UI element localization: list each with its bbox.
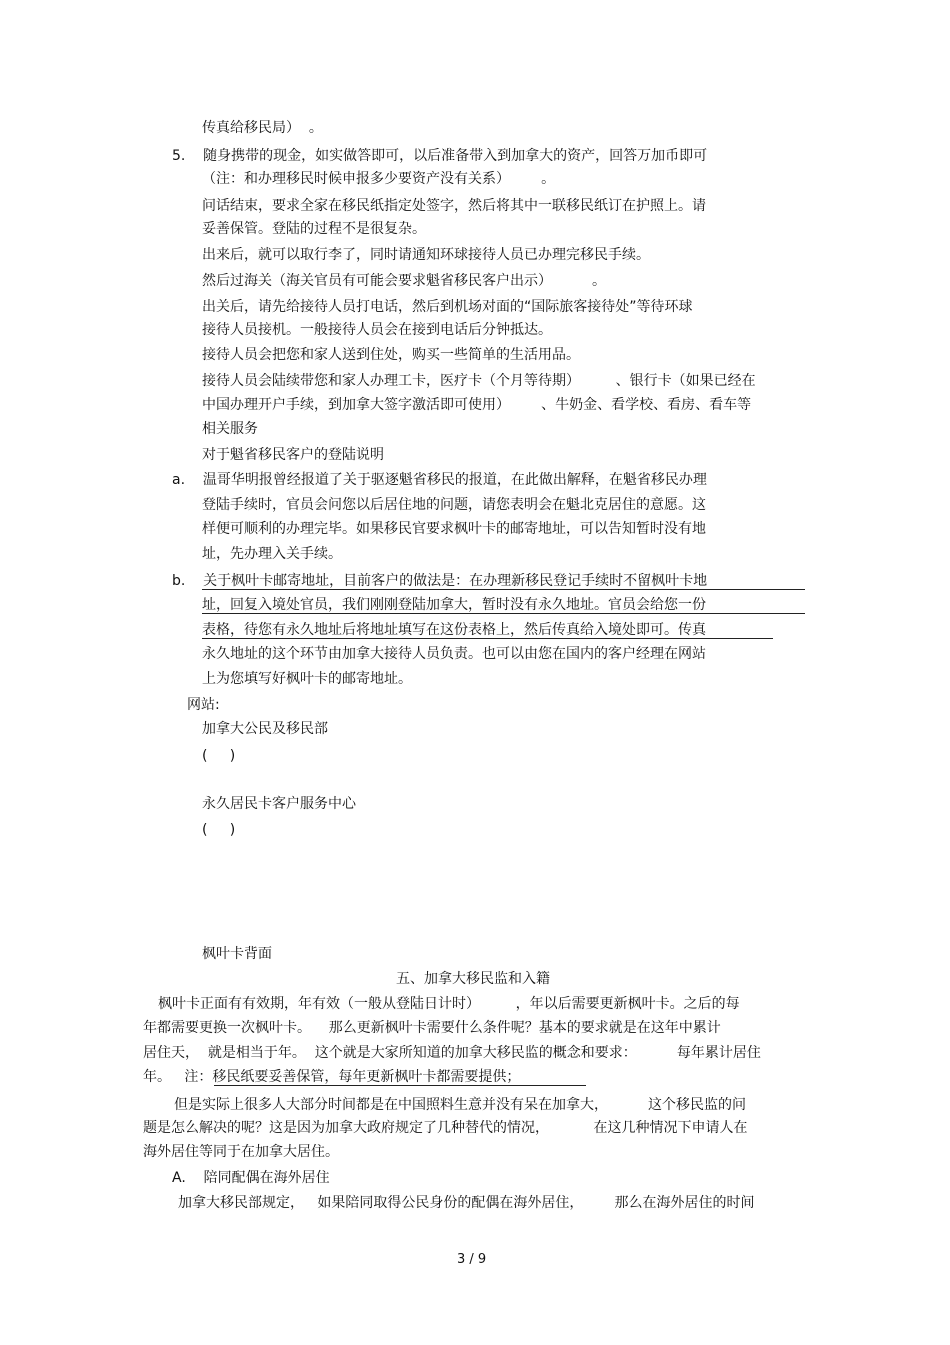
underline <box>214 1085 586 1086</box>
text-line: 出来后，就可以取行李了，同时请通知环球接待人员已办理完移民手续。 <box>202 247 650 263</box>
website-label: 网站: <box>187 697 220 713</box>
text-line: （注：和办理移民时候申报多少要资产没有关系） 。 <box>202 171 556 187</box>
image-caption: 枫叶卡背面 <box>202 946 272 962</box>
underline <box>202 589 805 590</box>
text-line: 永久地址的这个环节由加拿大接待人员负责。也可以由您在国内的客户经理在网站 <box>202 646 706 662</box>
text-line: 接待人员接机。一般接待人员会在接到电话后分钟抵达。 <box>202 322 552 338</box>
website-url-placeholder: ( ) <box>202 822 236 838</box>
text-line: 相关服务 <box>202 421 258 437</box>
section-title: 五、加拿大移民监和入籍 <box>396 971 550 987</box>
text-line: 址，先办理入关手续。 <box>202 546 342 562</box>
list-item-A: A. 陪同配偶在海外居住 <box>172 1170 330 1186</box>
text-line: 年都需要更换一次枫叶卡。 那么更新枫叶卡需要什么条件呢？基本的要求就是在这年中累计 <box>143 1020 721 1036</box>
text-line: 加拿大移民部规定， 如果陪同取得公民身份的配偶在海外居住， 那么在海外居住的时间 <box>178 1195 755 1211</box>
text-line: 址，回复入境处官员，我们刚刚登陆加拿大，暂时没有永久地址。官员会给您一份 <box>202 597 706 613</box>
text-line: 接待人员会陆续带您和家人办理工卡，医疗卡（个月等待期） 、银行卡（如果已经在 <box>202 373 756 389</box>
text-line: 传真给移民局） 。 <box>202 120 323 136</box>
text-line: 中国办理开户手续，到加拿大签字激活即可使用） 、牛奶金、看学校、看房、看车等 <box>202 397 752 413</box>
text-line: 但是实际上很多人大部分时间都是在中国照料生意并没有呆在加拿大， 这个移民监的问 <box>174 1097 747 1113</box>
text-line: 然后过海关（海关官员有可能会要求魁省移民客户出示） 。 <box>202 273 607 289</box>
text-line: 枫叶卡正面有有效期，年有效（一般从登陆日计时） ，年以后需要更新枫叶卡。之后的每 <box>158 996 740 1012</box>
list-item-a: a. 温哥华明报曾经报道了关于驱逐魁省移民的报道，在此做出解释，在魁省移民办理 <box>172 472 707 488</box>
website-url-placeholder: ( ) <box>202 748 236 764</box>
text-line: 年。 注：移民纸要妥善保管，每年更新枫叶卡都需要提供； <box>143 1069 521 1085</box>
text-line: 样便可顺利的办理完毕。如果移民官要求枫叶卡的邮寄地址，可以告知暂时没有地 <box>202 521 706 537</box>
underline <box>202 613 805 614</box>
text-line: 出关后，请先给接待人员打电话，然后到机场对面的“国际旅客接待处”等待环球 <box>202 299 693 315</box>
text-line: 问话结束，要求全家在移民纸指定处签字，然后将其中一联移民纸订在护照上。请 <box>202 198 706 214</box>
list-item-b: b. 关于枫叶卡邮寄地址，目前客户的做法是：在办理新移民登记手续时不留枫叶卡地 <box>172 573 708 589</box>
text-line: 题是怎么解决的呢？这是因为加拿大政府规定了几种替代的情况， 在这几种情况下申请人在 <box>143 1120 748 1136</box>
text-line: 妥善保管。登陆的过程不是很复杂。 <box>202 221 426 237</box>
section-heading: 对于魁省移民客户的登陆说明 <box>202 447 384 463</box>
text-line: 表格，待您有永久地址后将地址填写在这份表格上，然后传真给入境处即可。传真 <box>202 622 706 638</box>
website-name: 加拿大公民及移民部 <box>202 721 328 737</box>
text-line: 接待人员会把您和家人送到住处，购买一些简单的生活用品。 <box>202 347 580 363</box>
text-line: 登陆手续时，官员会问您以后居住地的问题，请您表明会在魁北克居住的意愿。这 <box>202 497 706 513</box>
website-name: 永久居民卡客户服务中心 <box>202 796 356 812</box>
list-item-5: 5. 随身携带的现金，如实做答即可，以后准备带入到加拿大的资产，回答万加币即可 <box>172 148 708 164</box>
underline <box>202 638 773 639</box>
page-number: 3 / 9 <box>457 1252 487 1267</box>
text-line: 上为您填写好枫叶卡的邮寄地址。 <box>202 671 412 687</box>
text-line: 海外居住等同于在加拿大居住。 <box>143 1144 339 1160</box>
text-line: 居住天， 就是相当于年。 这个就是大家所知道的加拿大移民监的概念和要求： 每年累计居住 <box>143 1045 761 1061</box>
